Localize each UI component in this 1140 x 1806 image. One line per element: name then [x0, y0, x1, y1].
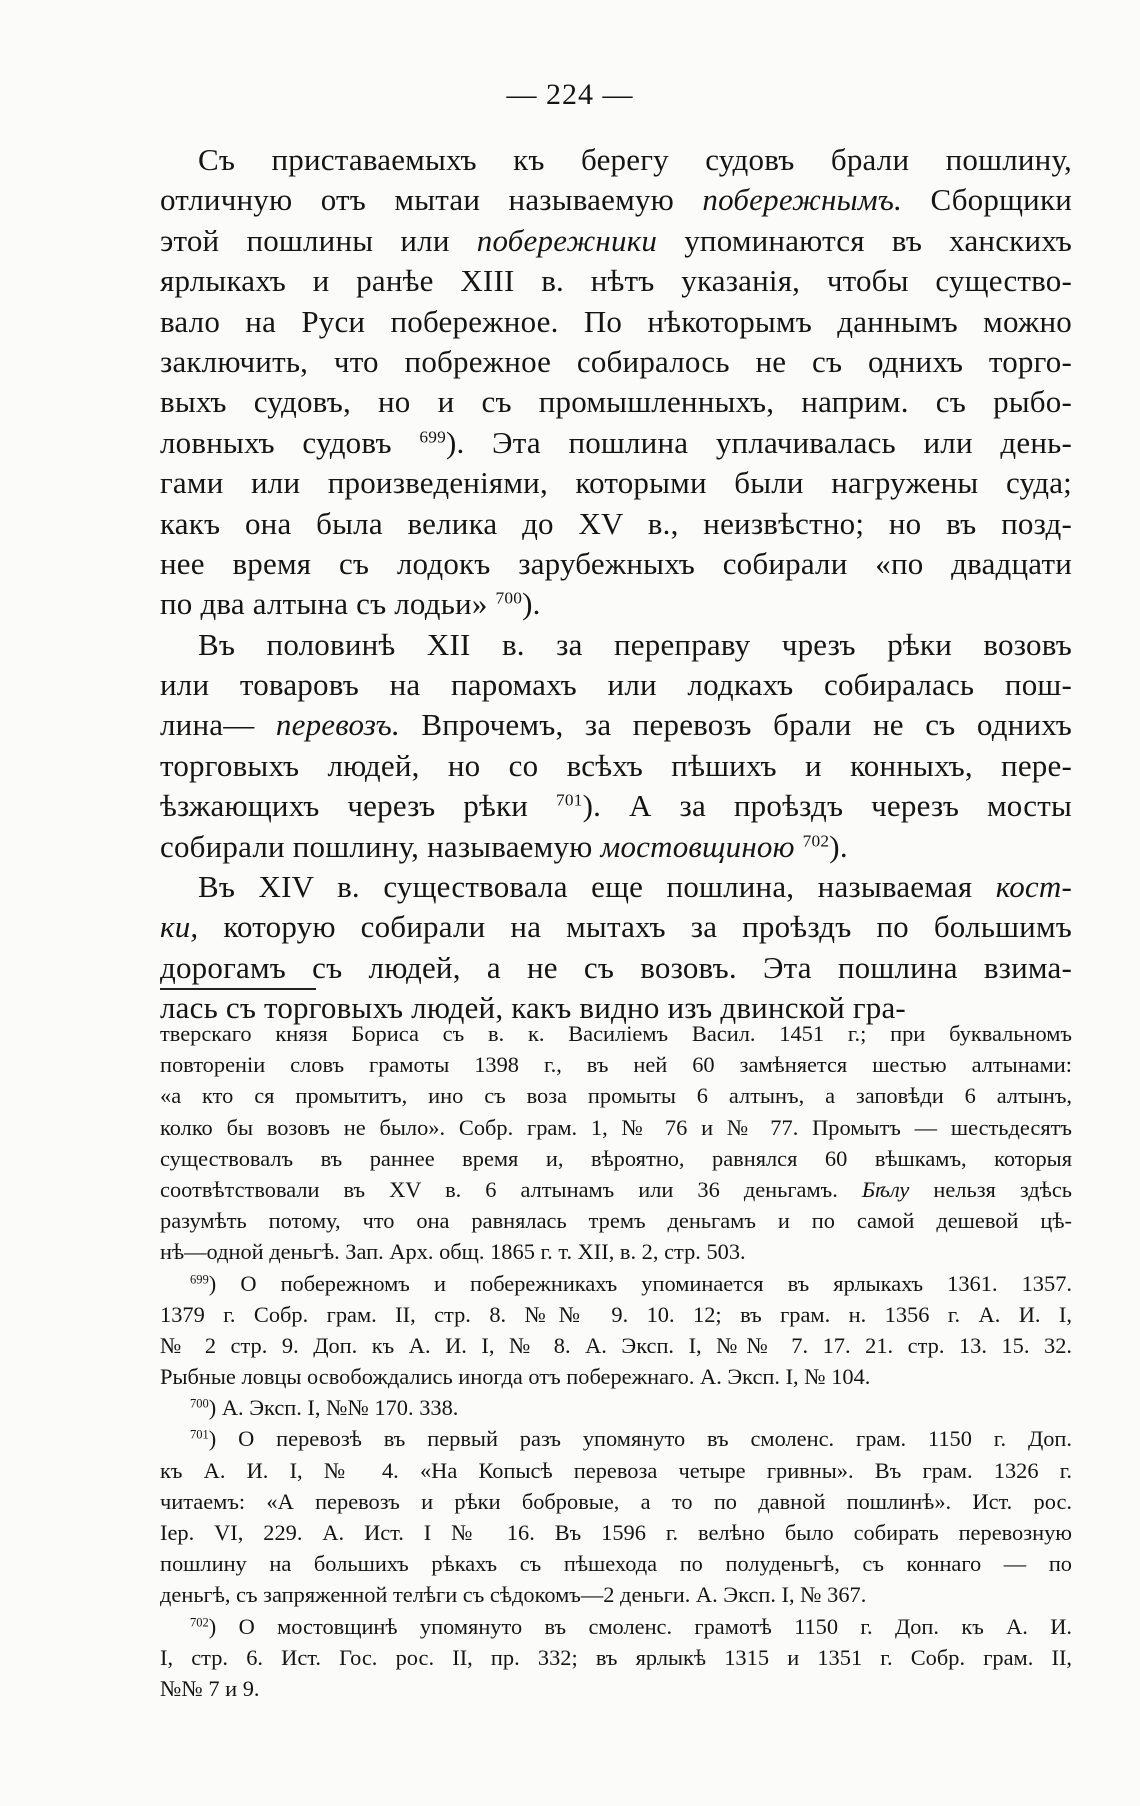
- text-run: ). Эта пошлина уплачивалась или день-: [445, 424, 1072, 460]
- paragraph: [160, 625, 1072, 867]
- text-run: читаемъ: «А перевозъ и рѣки бобровые, а то по давной пошлинѣ». Ист. рос.: [160, 1488, 1072, 1514]
- text-run: Iер. VI, 229. А. Ист. I № 16. Въ 1596 г. велѣно было собирать перевозную: [160, 1520, 1072, 1545]
- footnote-line: [160, 1049, 1072, 1080]
- text-run: этой пошлины или: [160, 222, 477, 258]
- footnote-ref: 702: [190, 1615, 209, 1630]
- text-run: по два алтына съ лодьи»: [160, 586, 496, 622]
- footnote-line: [160, 1611, 1072, 1642]
- footnote: [160, 1018, 1072, 1268]
- footnote-line: [160, 1018, 1072, 1049]
- text-run: I, стр. 6. Ист. Гос. рос. II, пр. 332; въ ярлыкѣ 1315 и 1351 г. Собр. грам. II,: [160, 1644, 1072, 1670]
- footnote-line: [160, 1673, 1072, 1704]
- text-line: [160, 867, 1072, 907]
- text-run: вало на Руси побережное. По нѣкоторымъ даннымъ можно: [160, 303, 1072, 339]
- text-line: [160, 544, 1072, 584]
- footnote-line: [160, 1143, 1072, 1174]
- text-run: гами или произведеніями, которыми были нагружены суда;: [160, 465, 1072, 501]
- text-line: [160, 342, 1072, 382]
- text-line: [160, 746, 1072, 786]
- text-line: [160, 786, 1072, 826]
- footnote-line: [160, 1112, 1072, 1143]
- text-run: упоминаются въ ханскихъ: [657, 222, 1072, 258]
- text-run: тверскаго князя Бориса съ в. к. Василіемъ Васил. 1451 г.; при буквальномъ: [160, 1021, 1072, 1046]
- text-run: соотвѣтствовали въ XV в. 6 алтынамъ или 36 деньгамъ.: [160, 1176, 862, 1202]
- text-line: [160, 504, 1072, 544]
- footnote-ref: 702: [802, 831, 830, 851]
- text-run: повтореніи словъ грамоты 1398 г., въ ней 60 замѣняется шестью алтынами:: [160, 1052, 1072, 1078]
- text-run: № 2 стр. 9. Доп. къ А. И. I, № 8. А. Эксп. I, №№ 7. 17. 21. стр. 13. 15. 32.: [160, 1332, 1072, 1358]
- text-run: ярлыкахъ и ранѣе XIII в. нѣтъ указанія, чтобы существо-: [160, 263, 1072, 299]
- footnote-line: [160, 1174, 1072, 1205]
- text-run: нее время съ лодокъ зарубежныхъ собирали «по двадцати: [160, 545, 1072, 581]
- text-line: [160, 705, 1072, 745]
- text-run: къ А. И. I, № 4. «На Копысѣ перевоза четыре гривны». Въ грам. 1326 г.: [160, 1457, 1072, 1483]
- footnote-line: [160, 1268, 1072, 1299]
- paragraph: [160, 140, 1072, 625]
- text-run: лина—: [160, 707, 276, 743]
- paragraph: [160, 867, 1072, 1029]
- text-run: ). А за проѣздъ черезъ мосты: [582, 788, 1073, 824]
- text-run: ) О побережномъ и побережникахъ упоминается въ ярлыкахъ 1361. 1357.: [208, 1270, 1072, 1296]
- text-line: [160, 948, 1072, 988]
- footnote-line: [160, 1455, 1072, 1486]
- footnote-line: [160, 1642, 1072, 1673]
- text-line: [160, 302, 1072, 342]
- text-run: Впрочемъ, за перевозъ брали не съ однихъ: [399, 707, 1073, 743]
- page-number: — 224 —: [506, 78, 634, 111]
- text-run: торговыхъ людей, но со всѣхъ пѣшихъ и конныхъ, пере-: [160, 747, 1072, 783]
- italic-term: ки,: [160, 909, 199, 945]
- footnote-line: [160, 1236, 1072, 1267]
- footnote-line: [160, 1361, 1072, 1392]
- text-run: существовалъ въ раннее время и, вѣроятно, равнялся 60 вѣшкамъ, которыя: [160, 1145, 1072, 1171]
- text-run: заключить, что побрежное собиралось не съ однихъ торго-: [160, 343, 1072, 379]
- footnote-ref: 700: [495, 588, 523, 608]
- text-run: Съ приставаемыхъ къ берегу судовъ брали пошлину,: [198, 142, 1072, 177]
- text-run: колко бы возовъ не было». Собр. грам. 1, № 76 и № 77. Промытъ — шестьдесятъ: [160, 1114, 1072, 1140]
- footnote: [160, 1611, 1072, 1705]
- footnote: [160, 1423, 1072, 1610]
- text-run: 1379 г. Собр. грам. II, стр. 8. №№ 9. 10. 12; въ грам. н. 1356 г. А. И. I,: [160, 1301, 1072, 1327]
- text-line: [160, 382, 1072, 422]
- text-run: которую собирали на мытахъ за проѣздъ по большимъ: [198, 909, 1072, 945]
- text-run: Сборщики: [902, 182, 1072, 218]
- text-run: ).: [522, 586, 541, 622]
- text-run: ѣзжающихъ черезъ рѣки: [160, 788, 556, 824]
- italic-term: кост-: [995, 869, 1072, 905]
- footnote-line: [160, 1330, 1072, 1361]
- footnote-line: [160, 1080, 1072, 1111]
- text-run: какъ она была велика до XV в., неизвѣстно; но въ позд-: [160, 505, 1072, 541]
- footnote-line: [160, 1486, 1072, 1517]
- text-run: Рыбные ловцы освобождались иногда отъ побережнаго. А. Эксп. I, № 104.: [160, 1364, 871, 1390]
- text-line: [160, 221, 1072, 261]
- text-run: отличную отъ мытаи называемую: [160, 182, 703, 218]
- italic-term: мостовщиною: [600, 828, 795, 864]
- italic-term: побережники: [476, 222, 658, 258]
- footnote-ref: 701: [190, 1427, 209, 1442]
- footnote-ref: 699: [419, 427, 446, 447]
- text-line: [160, 827, 1072, 867]
- text-run: нельзя здѣсь: [909, 1176, 1072, 1202]
- footnote-line: [160, 1423, 1072, 1454]
- text-line: [160, 584, 1072, 624]
- text-run: дорогамъ съ людей, а не съ возовъ. Эта пошлина взима-: [160, 949, 1072, 985]
- text-run: «а кто ся промытитъ, ино съ воза промыты 6 алтынъ, а заповѣди 6 алтынъ,: [160, 1083, 1072, 1109]
- text-line: [160, 180, 1072, 220]
- text-run: нѣ—одной деньгѣ. Зап. Арх. общ. 1865 г. т. XII, в. 2, стр. 503.: [160, 1239, 746, 1265]
- text-run: [795, 829, 803, 864]
- footnote-line: [160, 1205, 1072, 1236]
- footnote-ref: 701: [555, 790, 583, 810]
- text-run: выхъ судовъ, но и съ промышленныхъ, наприм. съ рыбо-: [160, 384, 1072, 420]
- footnote-line: [160, 1517, 1072, 1548]
- text-line: [160, 665, 1072, 705]
- text-run: пошлину на большихъ рѣкахъ съ пѣшехода по полуденьгѣ, съ коннаго — по: [160, 1551, 1072, 1577]
- text-run: деньгѣ, съ запряженной телѣги съ сѣдокомъ—2 деньги. А. Эксп. I, № 367.: [160, 1582, 867, 1608]
- footnote-line: [160, 1579, 1072, 1610]
- main-text: [160, 140, 1072, 1029]
- text-line: [160, 423, 1072, 463]
- text-run: или товаровъ на паромахъ или лодкахъ собиралась пош-: [160, 667, 1072, 703]
- text-run: Въ половинѣ XII в. за переправу чрезъ рѣки возовъ: [198, 626, 1072, 662]
- footnote-ref: 700: [190, 1396, 209, 1411]
- footnote-line: [160, 1392, 1072, 1423]
- footnote-line: [160, 1548, 1072, 1579]
- text-run: №№ 7 и 9.: [160, 1675, 260, 1701]
- italic-term: перевозъ.: [275, 707, 400, 743]
- footnote: [160, 1392, 1072, 1423]
- text-line: [160, 140, 1072, 180]
- text-run: ) О мостовщинѣ упомянуто въ смоленс. грамотѣ 1150 г. Доп. къ А. И.: [208, 1613, 1072, 1639]
- text-run: ).: [829, 828, 848, 864]
- footnote-ref: 699: [190, 1271, 209, 1286]
- text-line: [160, 625, 1072, 665]
- footnote: [160, 1268, 1072, 1393]
- text-run: лась съ торговыхъ людей, какъ видно изъ двинской гра-: [160, 990, 906, 1026]
- text-line: [160, 261, 1072, 301]
- text-line: [160, 907, 1072, 947]
- text-line: [160, 463, 1072, 503]
- text-run: ) А. Эксп. I, №№ 170. 338.: [208, 1395, 459, 1421]
- footnotes: [160, 1018, 1072, 1704]
- italic-term: Бѣлу: [861, 1176, 910, 1202]
- text-run: собирали пошлину, называемую: [160, 828, 601, 864]
- text-run: разумѣть потому, что она равнялась тремъ деньгамъ и по самой дешевой цѣ-: [160, 1208, 1072, 1234]
- text-run: Въ XIV в. существовала еще пошлина, называемая: [198, 869, 996, 905]
- text-run: ловныхъ судовъ: [160, 424, 420, 460]
- footnote-line: [160, 1299, 1072, 1330]
- italic-term: побережнымъ.: [702, 182, 903, 218]
- footnote-divider: [160, 988, 316, 990]
- text-run: ) О перевозѣ въ первый разъ упомянуто въ смоленс. грам. 1150 г. Доп.: [208, 1426, 1072, 1452]
